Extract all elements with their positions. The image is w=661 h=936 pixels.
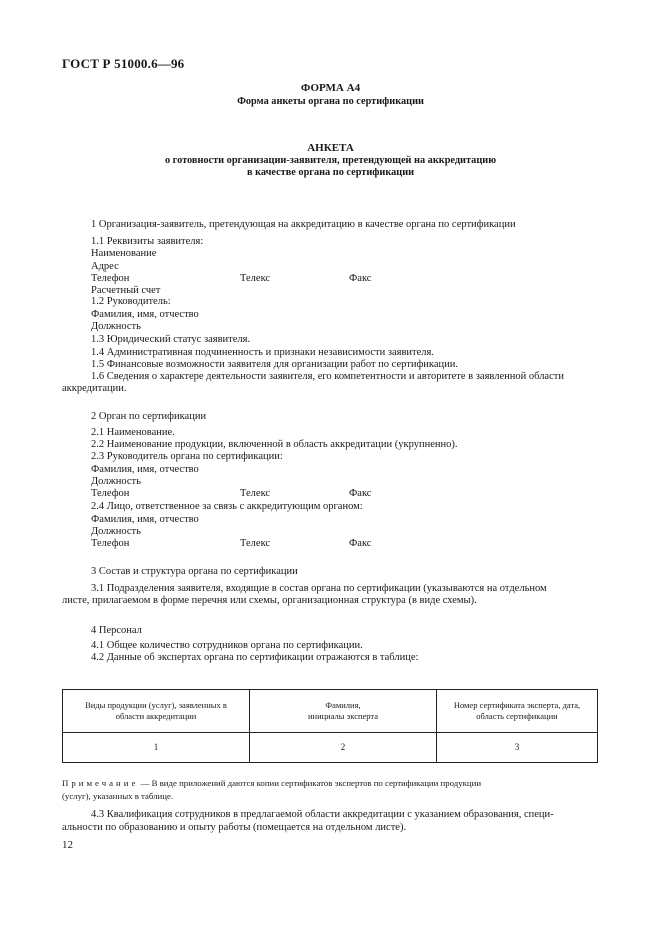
note-line-2: (услуг), указанных в таблице. xyxy=(62,791,174,801)
item-4-3: 4.3 Квалификация сотрудников в предлагаемой области аккредитации с указанием образования, специ- xyxy=(91,809,554,820)
item-1-6: 1.6 Сведения о характере деятельности заявителя, его компетентности и авторитете в заявленной области xyxy=(91,371,564,382)
form-subtitle: Форма анкеты органа по сертификации xyxy=(237,96,424,107)
field-phone: Телефон xyxy=(91,488,130,499)
header-cell-products xyxy=(63,690,250,733)
field-phone: Телефон xyxy=(91,273,130,284)
item-1-3: 1.3 Юридический статус заявителя. xyxy=(91,334,251,345)
item-1-2: 1.2 Руководитель: xyxy=(91,296,171,307)
item-1-6-cont: аккредитации. xyxy=(62,383,127,394)
header-products-line1: Виды продукции (услуг), заявленных в xyxy=(85,700,227,710)
field-position: Должность xyxy=(91,321,141,332)
anketa-subtitle-2: в качестве органа по сертификации xyxy=(246,167,415,178)
field-fax: Факс xyxy=(349,273,372,284)
note-label: Примечание xyxy=(62,778,139,788)
header-cell-certificate xyxy=(437,690,598,733)
field-position: Должность xyxy=(91,476,141,487)
item-2-2: 2.2 Наименование продукции, включенной в область аккредитации (укрупненно). xyxy=(91,439,458,450)
item-2-4: 2.4 Лицо, ответственное за связь с аккредитующим органом: xyxy=(91,501,363,512)
item-1-1: 1.1 Реквизиты заявителя: xyxy=(91,236,204,247)
column-number-2: 2 xyxy=(250,733,437,763)
section-2-heading: 2 Орган по сертификации xyxy=(91,411,207,422)
item-4-1: 4.1 Общее количество сотрудников органа по сертификации. xyxy=(91,640,363,651)
field-fio-2: Фамилия, имя, отчество xyxy=(91,514,199,525)
table-row xyxy=(63,733,598,763)
column-number-3: 3 xyxy=(437,733,598,763)
table-header-row xyxy=(63,690,598,733)
field-account: Расчетный счет xyxy=(91,285,161,296)
field-fio: Фамилия, имя, отчество xyxy=(91,464,199,475)
header-products-line2: области аккредитации xyxy=(115,711,197,721)
field-address: Адрес xyxy=(91,261,119,272)
item-1-4: 1.4 Административная подчиненность и признаки независимости заявителя. xyxy=(91,347,434,358)
note-line-1 xyxy=(62,778,481,788)
header-expert-line2: инициалы эксперта xyxy=(307,711,379,721)
standard-number: ГОСТ Р 51000.6—96 xyxy=(62,56,185,71)
header-expert-line1: Фамилия, xyxy=(325,700,361,710)
item-2-1: 2.1 Наименование. xyxy=(91,427,175,438)
field-telex: Телекс xyxy=(240,273,271,284)
field-fax: Факс xyxy=(349,488,372,499)
field-telex: Телекс xyxy=(240,488,271,499)
section-1-heading: 1 Организация-заявитель, претендующая на аккредитацию в качестве органа по сертификации xyxy=(91,219,516,230)
field-fio: Фамилия, имя, отчество xyxy=(91,309,199,320)
field-name: Наименование xyxy=(91,248,157,259)
item-3-1-cont: листе, прилагаемом в форме перечня или схемы, организационная структура (в виде схемы). xyxy=(62,595,477,606)
field-fax-2: Факс xyxy=(349,538,372,549)
field-position-2: Должность xyxy=(91,526,141,537)
item-2-3: 2.3 Руководитель органа по сертификации: xyxy=(91,451,283,462)
section-4-heading: 4 Персонал xyxy=(91,625,142,636)
item-3-1: 3.1 Подразделения заявителя, входящие в состав органа по сертификации (указываются на отдельном xyxy=(91,583,547,594)
anketa-subtitle-1: о готовности организации-заявителя, претендующей на аккредитацию xyxy=(164,155,497,166)
field-telex-2: Телекс xyxy=(240,538,271,549)
header-cell-expert-name xyxy=(250,690,437,733)
field-phone-2: Телефон xyxy=(91,538,130,549)
note-text: — В виде приложений даются копии сертификатов экспертов по сертификации продукции xyxy=(140,778,482,788)
experts-table xyxy=(62,689,598,763)
item-4-2: 4.2 Данные об экспертах органа по сертификации отражаются в таблице: xyxy=(91,652,419,663)
column-number-1: 1 xyxy=(63,733,250,763)
section-3-heading: 3 Состав и структура органа по сертификации xyxy=(91,566,298,577)
item-4-3-cont: альности по образованию и опыту работы (помещается на отдельном листе). xyxy=(62,822,407,833)
anketa-title: АНКЕТА xyxy=(307,142,354,154)
header-certificate-line2: область сертификации xyxy=(476,711,558,721)
header-certificate-line1: Номер сертификата эксперта, дата, xyxy=(453,700,581,710)
item-1-5: 1.5 Финансовые возможности заявителя для организации работ по сертификации. xyxy=(91,359,458,370)
form-title: ФОРМА А4 xyxy=(300,82,361,94)
page-number: 12 xyxy=(62,839,73,851)
